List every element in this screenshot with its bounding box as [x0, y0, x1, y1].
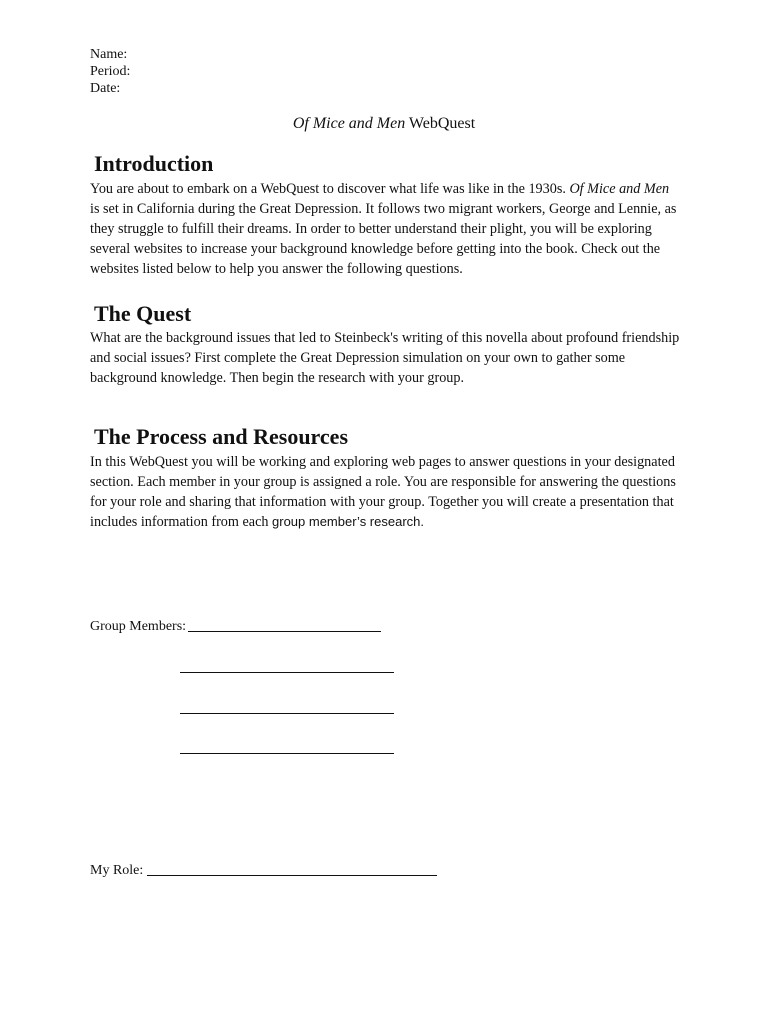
title-italic: Of Mice and Men [292, 115, 406, 132]
introduction-text-part1: You are about to embark on a WebQuest to discover what life was like in the 1930s. [90, 181, 570, 197]
process-text-tail: group member’s research. [272, 514, 424, 529]
title-rest: WebQuest [405, 115, 476, 132]
introduction-heading: Introduction [94, 151, 214, 176]
process-text [90, 452, 680, 532]
introduction-text-part2: is set in California during the Great Depression. It follows two migrant workers, George and Lennie, as they struggle to fulfill their dreams. In order to better understand their plight, you will be exploring several websites to increase your background knowledge before getting into the book. Check out the websites listed below to help you answer the following questions. [90, 201, 677, 277]
group-member-line-1[interactable] [188, 631, 381, 632]
document-title [0, 114, 768, 134]
my-role-line[interactable] [147, 875, 437, 876]
date-label: Date: [90, 81, 121, 96]
quest-text: What are the background issues that led to Steinbeck's writing of this novella about profound friendship and social issues? First complete the Great Depression simulation on your own to gather some background knowledge. Then begin the research with your group. [90, 330, 680, 386]
process-heading: The Process and Resources [94, 424, 349, 449]
period-label: Period: [90, 64, 131, 79]
introduction-text [90, 179, 680, 279]
introduction-book-title: Of Mice and Men [569, 181, 670, 197]
name-label: Name: [90, 47, 128, 62]
group-member-line-2[interactable] [180, 672, 394, 673]
process-text-main: In this WebQuest you will be working and exploring web pages to answer questions in your designated section. Each member in your group is assigned a role. You are responsible for answering the questions for your role and sharing that information with your group. Together you will create a presentation that includes information from each [90, 454, 676, 530]
quest-heading: The Quest [94, 301, 192, 326]
group-members-label: Group Members: [90, 619, 187, 634]
my-role-label: My Role: [90, 863, 144, 878]
group-member-line-3[interactable] [180, 713, 394, 714]
group-member-line-4[interactable] [180, 753, 394, 754]
